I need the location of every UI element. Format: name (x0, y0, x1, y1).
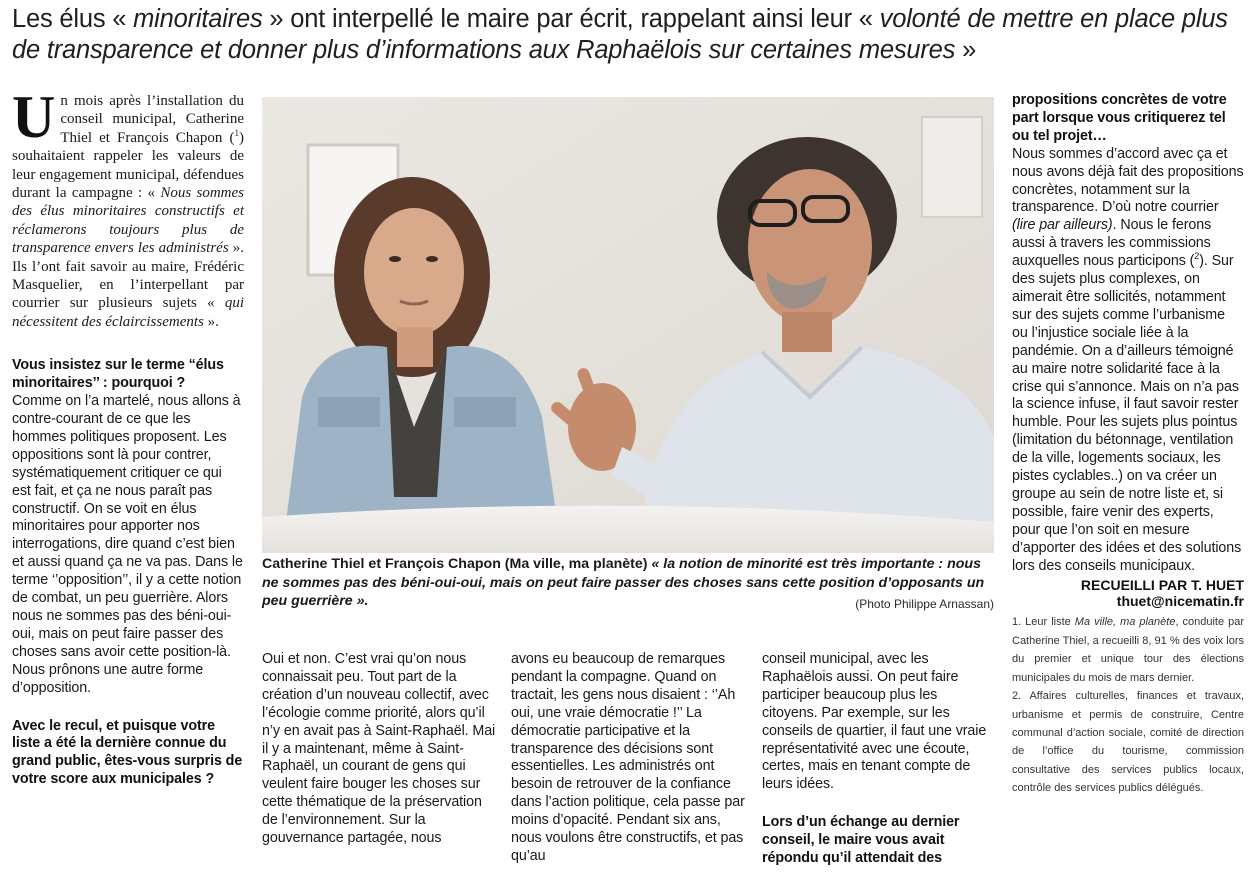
footnote-2: 2. Affaires culturelles, finances et travaux, urbanisme et permis de construire, Centre communal d’action sociale, comité de direction de l’office du tourisme, commission consultative des services publics locaux, contrôle des services publics délégués. (1012, 690, 1244, 795)
photo-credit: (Photo Philippe Arnassan) (855, 597, 994, 611)
note-ref-2: 2 (1194, 251, 1200, 262)
footnote-1 (1012, 613, 1244, 687)
answer-3-text-3: ). Sur des sujets plus complexes, on aimerait être sollicités, notamment sur des sujets comme l’urbanisme ou l’injustice sociale liée à la pandémie. On a d’ailleurs témoigné au maire notre solidarité face à la crise qui s’annonce. Mais on n’a pas la science infuse, il faut savoir rester humble. Pour les sujets plus pointus (limitation du bétonnage, ventilation de la ville, logements sociaux, les pistes cyclables..) on va créer un groupe au sein de notre liste et, si possible, faire venir des experts, pour que l’on soit en mesure d’apporter des idées et des solutions lors des conseils municipaux. (1012, 253, 1242, 574)
footnote-1-list: Ma ville, ma planète (1074, 616, 1176, 629)
intro-text-4: ». (203, 313, 219, 330)
intro-paragraph (12, 92, 244, 331)
portrait-photo-illustration (262, 97, 994, 553)
see-also-reference: (lire par ailleurs) (1012, 217, 1113, 234)
headline-part-5: » (955, 36, 977, 64)
note-ref-1: 1 (234, 127, 239, 138)
author-signature: RECUEILLI PAR T. HUET (1080, 577, 1244, 594)
question-2: Avec le recul, et puisque votre liste a été la dernière connue du grand public, êtes-vous surpris de votre score aux municipales ? (12, 717, 243, 788)
intro-quote-2: qui nécessitent des éclaircissements (12, 295, 244, 330)
footnotes (1012, 613, 1244, 797)
column-4-text: conseil municipal, avec les Raphaëlois aussi. On peut faire participer beaucoup plus les citoyens. Par exemple, sur les conseils de quartier, il faut une vraie représentativité avec une écoute, certes, mais en tenant compte de leurs idées. (762, 651, 987, 793)
answer-1: Comme on l’a martelé, nous allons à contre-courant de ce que les hommes politiques proposent. Les oppositions sont là pour contrer, systématiquement critiquer ce qui est fait, et ça ne nous paraît pas constructif. On se voit en élus minoritaires pour apporter nos interrogations, dire quand c’est bien et aussi quand ça ne va pas. Dans le terme ‘’opposition’’, il y a cette notion de combat, un peu guerrière. Alors nous ne sommes pas des béni-oui-oui, mais on peut faire passer des choses sans avoir cette position-là. Nous prônons une autre forme d’opposition. (12, 393, 243, 696)
article-column-3: avons eu beaucoup de remarques pendant la compagne. Quand on tractait, les gens nous disaient : ‘’Ah oui, une vraie démocratie !’’ La démocratie participative et la transparence des décisions sont essentielles. Les administrés ont besoin de retrouver de la confiance dans l’action politique, cela passe par moins d’opacité. Pendant six ans, nous voulons être constructifs, et pas qu’au (511, 651, 745, 864)
question-3: Lors d’un échange au dernier conseil, le maire vous avait répondu qu’il attendait des (762, 814, 960, 867)
question-3-continued: propositions concrètes de votre part lorsque vous critiquerez tel ou tel projet… (1012, 92, 1227, 144)
headline-part-2: minoritaires (133, 5, 263, 33)
article-photo (262, 97, 994, 553)
article-column-5 (1012, 92, 1244, 877)
footnote-1-b: , conduite par Catherine Thiel, a recueilli 8, 91 % des voix lors du premier et unique tour des élections municipales du mois de mars dernier. (1012, 616, 1244, 684)
headline-part-3: » ont interpellé le maire par écrit, rappelant ainsi leur « (262, 5, 880, 33)
intro-quote-1: Nous sommes des élus minoritaires constructifs et réclamerons toujours plus de transparence envers les administrés (12, 185, 244, 257)
intro-text-1: n mois après l’installation du conseil municipal, Catherine Thiel et François Chapon ( (60, 93, 244, 146)
footnote-1-a: 1. Leur liste (1012, 616, 1075, 629)
caption-quote: « la notion de minorité est très importante : nous ne sommes pas des béni-oui-oui, mais on peut faire passer des choses sans cette position d’opposants un peu guerrière ». (262, 556, 985, 609)
answer-3 (1012, 146, 1244, 576)
article-column-2: Oui et non. C’est vrai qu’on nous connaissait peu. Tout part de la création d’un nouveau collectif, avec l’écologie comme priorité, alors qu’il n’y en avait pas à Saint-Raphaël. Mai il y a maintenant, même à Saint-Raphaël, un courant de gens qui veulent faire bouger les choses sur cette thématique de la préservation de l’environnement. Sur la gouvernance partagée, nous (262, 651, 496, 847)
question-1: Vous insistez sur le terme “élus minoritaires’’ : pourquoi ? (12, 357, 224, 392)
answer-3-text-2: . Nous le ferons aussi à travers les commissions auxquelles nous participons ( (1012, 217, 1212, 270)
headline-part-4: volonté de mettre en place plus de transparence et donner plus d’informations aux Raphaëlois sur certaines mesures (12, 5, 1228, 64)
drop-cap: U (12, 92, 56, 150)
article-headline (12, 4, 1244, 66)
intro-text-3: ». Ils l’ont fait savoir au maire, Frédéric Masquelier, en l’interpellant par courrier sur plusieurs sujets « (12, 240, 244, 312)
caption-names: Catherine Thiel et François Chapon (Ma ville, ma planète) (262, 556, 652, 572)
article-column-1 (12, 92, 244, 877)
article-column-4 (762, 651, 996, 877)
author-email: thuet@nicematin.fr (1116, 593, 1244, 610)
headline-part-1: Les élus « (12, 5, 134, 33)
answer-3-text-1: Nous sommes d’accord avec ça et nous avons déjà fait des propositions concrètes, notamment sur la transparence. D’où notre courrier (1012, 145, 1244, 216)
intro-text-2: ) souhaitaient rappeler les valeurs de leur engagement municipal, défendues durant la campagne : « (12, 129, 244, 202)
